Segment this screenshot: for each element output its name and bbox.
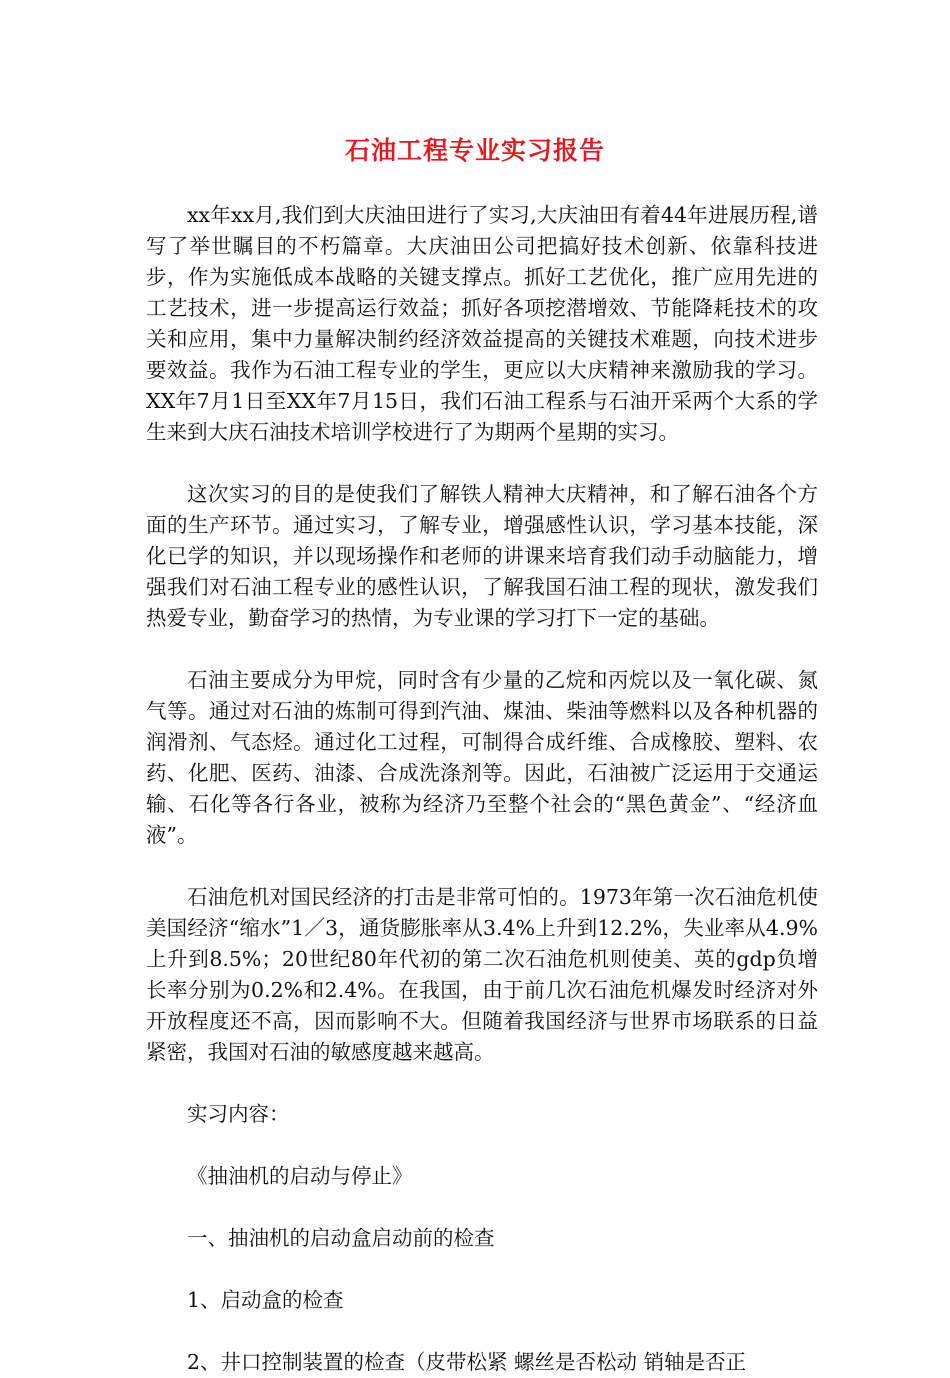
document-title: 石油工程专业实习报告 xyxy=(344,136,605,165)
paragraph-composition: 石油主要成分为甲烷，同时含有少量的乙烷和丙烷以及一氧化碳、氮气等。通过对石油的炼制可得到汽油、煤油、柴油等燃料以及各种机器的润滑剂、气态烃。通过化工过程，可制得合成纤维、合成橡胶、塑料、农药、化肥、医药、油漆、合成洗涤剂等。因此，石油被广泛运用于交通运输、石化等各行各业，被称为经济乃至整个社会的“黑色黄金”、“经济血液”。 xyxy=(146,668,818,847)
section-heading-pre-start-check: 一、抽油机的启动盒启动前的检查 xyxy=(187,1226,495,1250)
paragraph-purpose: 这次实习的目的是使我们了解铁人精神大庆精神，和了解石油各个方面的生产环节。通过实习，了解专业，增强感性认识，学习基本技能，深化已学的知识，并以现场操作和老师的讲课来培育我们动手动脑能力，增强我们对石油工程专业的感性认识，了解我国石油工程的现状，激发我们热爱专业，勤奋学习的热情，为专业课的学习打下一定的基础。 xyxy=(146,482,818,630)
section-heading-content: 实习内容： xyxy=(187,1102,290,1126)
list-item-wellhead-check: 2、井口控制装置的检查（皮带松紧 螺丝是否松动 销轴是否正 xyxy=(187,1350,747,1374)
section-heading-pump-start-stop: 《抽油机的启动与停止》 xyxy=(187,1164,413,1188)
document-body xyxy=(146,200,818,1378)
paragraph-intro: xx年xx月,我们到大庆油田进行了实习,大庆油田有着44年进展历程,谱写了举世瞩目的不朽篇章。大庆油田公司把搞好技术创新、依靠科技进步，作为实施低成本战略的关键支撑点。抓好工艺优化，推广应用先进的工艺技术，进一步提高运行效益；抓好各项挖潜增效、节能降耗技术的攻关和应用，集中力量解决制约经济效益提高的关键技术难题，向技术进步要效益。我作为石油工程专业的学生，更应以大庆精神来激励我的学习。XX年7月1日至XX年7月15日，我们石油工程系与石油开采两个大系的学生来到大庆石油技术培训学校进行了为期两个星期的实习。 xyxy=(146,203,818,444)
paragraph-oil-crisis: 石油危机对国民经济的打击是非常可怕的。1973年第一次石油危机使美国经济“缩水”1／3，通货膨胀率从3.4%上升到12.2%，失业率从4.9%上升到8.5%；20世纪80年代初的第二次石油危机则使美、英的gdp负增长率分别为0.2%和2.4%。在我国，由于前几次石油危机爆发时经济对外开放程度还不高，因而影响不大。但随着我国经济与世界市场联系的日益紧密，我国对石油的敏感度越来越高。 xyxy=(146,885,818,1064)
list-item-starter-box-check: 1、启动盒的检查 xyxy=(187,1288,344,1312)
